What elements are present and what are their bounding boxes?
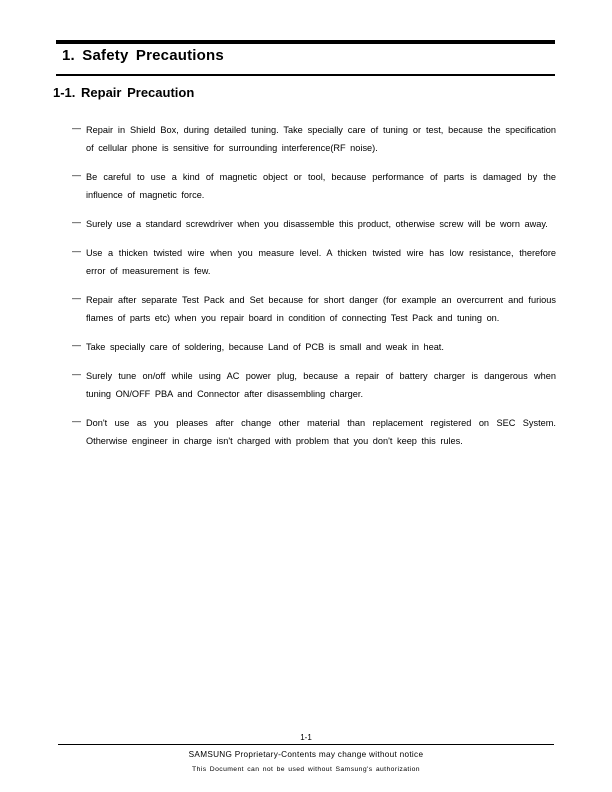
list-item — [72, 291, 556, 327]
list-item — [72, 338, 556, 356]
dash-marker: — — [72, 340, 81, 350]
section-title: 1. Safety Precautions — [62, 47, 224, 64]
dash-marker: — — [72, 123, 81, 133]
title-underline — [56, 74, 555, 76]
dash-marker: — — [72, 369, 81, 379]
footer-authorization: This Document can not be used without Samsung's authorization — [192, 766, 420, 773]
list-item — [72, 215, 556, 233]
dash-marker: — — [72, 170, 81, 180]
dash-marker: — — [72, 217, 81, 227]
list-item-text: Don't use as you pleases after change other material than replacement registered on SEC System. Otherwise engineer in charge isn't charged with problem that you don't keep this rules. — [86, 418, 556, 446]
dash-marker: — — [72, 246, 81, 256]
dash-marker: — — [72, 416, 81, 426]
list-item-text: Take specially care of soldering, because Land of PCB is small and weak in heat. — [86, 342, 444, 352]
precaution-list — [72, 121, 556, 461]
list-item-text: Be careful to use a kind of magnetic object or tool, because performance of parts is damaged by the influence of magnetic force. — [86, 172, 556, 200]
top-rule — [56, 40, 555, 44]
list-item — [72, 121, 556, 157]
subsection-title: 1-1. Repair Precaution — [53, 85, 195, 100]
list-item — [72, 367, 556, 403]
dash-marker: — — [72, 293, 81, 303]
list-item-text: Surely tune on/off while using AC power plug, because a repair of battery charger is dangerous when tuning ON/OFF PBA and Connector after disassembling charger. — [86, 371, 556, 399]
list-item-text: Use a thicken twisted wire when you measure level. A thicken twisted wire has low resistance, therefore error of measurement is few. — [86, 248, 556, 276]
list-item-text: Surely use a standard screwdriver when you disassemble this product, otherwise screw will be worn away. — [86, 219, 548, 229]
footer-notice: SAMSUNG Proprietary-Contents may change without notice — [188, 750, 424, 759]
list-item-text: Repair after separate Test Pack and Set because for short danger (for example an overcurrent and furious flames of parts etc) when you repair board in condition of connecting Test Pack and tuning on. — [86, 295, 556, 323]
footer-rule — [58, 744, 554, 745]
page-number: 1-1 — [300, 733, 312, 742]
list-item — [72, 168, 556, 204]
list-item — [72, 414, 556, 450]
list-item — [72, 244, 556, 280]
list-item-text: Repair in Shield Box, during detailed tuning. Take specially care of tuning or test, because the specification of cellular phone is sensitive for surrounding interference(RF noise). — [86, 125, 556, 153]
